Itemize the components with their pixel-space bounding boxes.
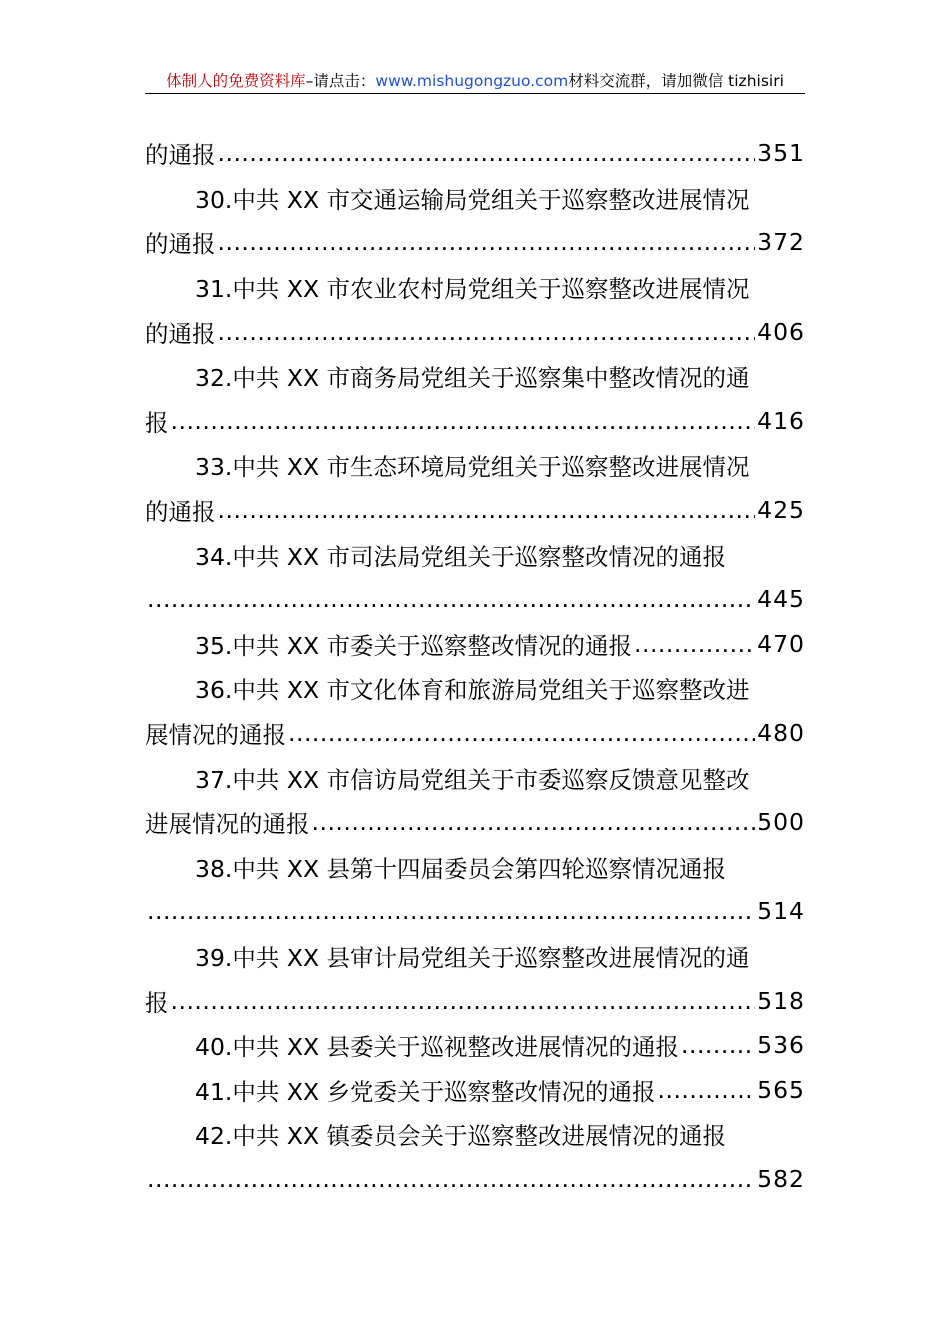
dot-leader (147, 1165, 755, 1193)
toc-continuation-text: 进展情况的通报 (145, 810, 310, 839)
dot-leader (218, 228, 756, 256)
header-url-link[interactable]: www.mishugongzuo.com (375, 72, 569, 90)
toc-entry-single[interactable] (145, 622, 805, 667)
dot-leader (218, 139, 756, 167)
toc-page-number: 425 (757, 496, 805, 525)
toc-entry-title[interactable] (145, 845, 805, 890)
toc-entry-title-text: 39.中共 XX 县审计局党组关于巡察整改进展情况的通 (195, 943, 750, 972)
toc-entry-continuation[interactable] (145, 889, 805, 934)
toc-page-number: 500 (757, 808, 805, 837)
toc-page-number: 416 (757, 406, 805, 435)
toc-entry-continuation[interactable] (145, 220, 805, 265)
toc-continuation-text: 的通报 (145, 141, 216, 170)
dot-leader (171, 407, 756, 435)
dot-leader (171, 987, 756, 1015)
toc-continuation-text: 的通报 (145, 498, 216, 527)
toc-entry-continuation[interactable] (145, 978, 805, 1023)
toc-page-number: 351 (757, 139, 805, 168)
toc-entry-title[interactable] (145, 443, 805, 488)
toc-entry-title-text: 33.中共 XX 市生态环境局党组关于巡察整改进展情况 (195, 453, 750, 482)
header-click-prompt: –请点击： (305, 72, 376, 90)
toc-entry-title-text: 34.中共 XX 市司法局党组关于巡察整改情况的通报 (195, 542, 727, 571)
toc-entry-title[interactable] (145, 265, 805, 310)
toc-page-number: 514 (757, 897, 805, 926)
toc-entry-title[interactable] (145, 666, 805, 711)
toc-entry-single[interactable] (145, 1023, 805, 1068)
toc-page-number: 372 (757, 228, 805, 257)
toc-continuation-text: 报 (145, 988, 169, 1017)
dot-leader (681, 1031, 755, 1059)
toc-page-number: 518 (757, 986, 805, 1015)
toc-entry-single[interactable] (145, 1067, 805, 1112)
toc-entry-title-text: 30.中共 XX 市交通运输局党组关于巡察整改进展情况 (195, 185, 750, 214)
toc-page-number: 445 (757, 585, 805, 614)
toc-entry-title-text: 32.中共 XX 市商务局党组关于巡察集中整改情况的通 (195, 364, 750, 393)
toc-continuation-text: 的通报 (145, 319, 216, 348)
toc-page-number: 536 (757, 1031, 805, 1060)
toc-entry-title[interactable] (145, 176, 805, 221)
toc-entry-title-text: 41.中共 XX 乡党委关于巡察整改情况的通报 (195, 1077, 656, 1106)
toc-entry-title-text: 35.中共 XX 市委关于巡察整改情况的通报 (195, 631, 633, 660)
dot-leader (288, 719, 755, 747)
dot-leader (634, 630, 755, 658)
toc-page-number: 582 (757, 1164, 805, 1193)
toc-entry-continuation[interactable] (145, 1157, 805, 1202)
toc-entry-continuation[interactable] (145, 711, 805, 756)
dot-leader (658, 1076, 756, 1104)
toc-entry-continuation[interactable] (145, 399, 805, 444)
toc-continuation-text: 的通报 (145, 230, 216, 259)
toc-entry-title-text: 31.中共 XX 市农业农村局党组关于巡察整改进展情况 (195, 275, 750, 304)
table-of-contents (145, 131, 805, 1201)
toc-entry-title[interactable] (145, 755, 805, 800)
dot-leader (147, 585, 755, 613)
toc-page-number: 470 (757, 629, 805, 658)
toc-page-number: 565 (757, 1075, 805, 1104)
toc-entry-title-text: 37.中共 XX 市信访局党组关于市委巡察反馈意见整改 (195, 765, 750, 794)
header-wechat-note: 材料交流群，请加微信 tizhisiri (568, 72, 784, 90)
header-brand: 体制人的免费资料库 (166, 72, 306, 90)
toc-entry-continuation[interactable] (145, 309, 805, 354)
dot-leader (218, 496, 756, 524)
dot-leader (218, 318, 756, 346)
toc-entry-continuation[interactable] (145, 488, 805, 533)
toc-entry-title[interactable] (145, 1112, 805, 1157)
toc-page-number: 406 (757, 317, 805, 346)
toc-entry-title-text: 40.中共 XX 县委关于巡视整改进展情况的通报 (195, 1033, 680, 1062)
toc-entry-title-text: 38.中共 XX 县第十四届委员会第四轮巡察情况通报 (195, 854, 727, 883)
page-header (145, 70, 805, 94)
dot-leader (312, 808, 756, 836)
toc-page-number: 480 (757, 719, 805, 748)
toc-entry-title[interactable] (145, 354, 805, 399)
toc-entry-title[interactable] (145, 934, 805, 979)
toc-entry-continuation[interactable] (145, 800, 805, 845)
toc-entry-title-text: 42.中共 XX 镇委员会关于巡察整改进展情况的通报 (195, 1122, 727, 1151)
toc-entry-title-text: 36.中共 XX 市文化体育和旅游局党组关于巡察整改进 (195, 676, 750, 705)
toc-continuation-text: 报 (145, 408, 169, 437)
dot-leader (147, 897, 755, 925)
toc-continuation-line[interactable] (145, 131, 805, 176)
toc-entry-continuation[interactable] (145, 577, 805, 622)
toc-continuation-text: 展情况的通报 (145, 721, 286, 750)
toc-entry-title[interactable] (145, 532, 805, 577)
